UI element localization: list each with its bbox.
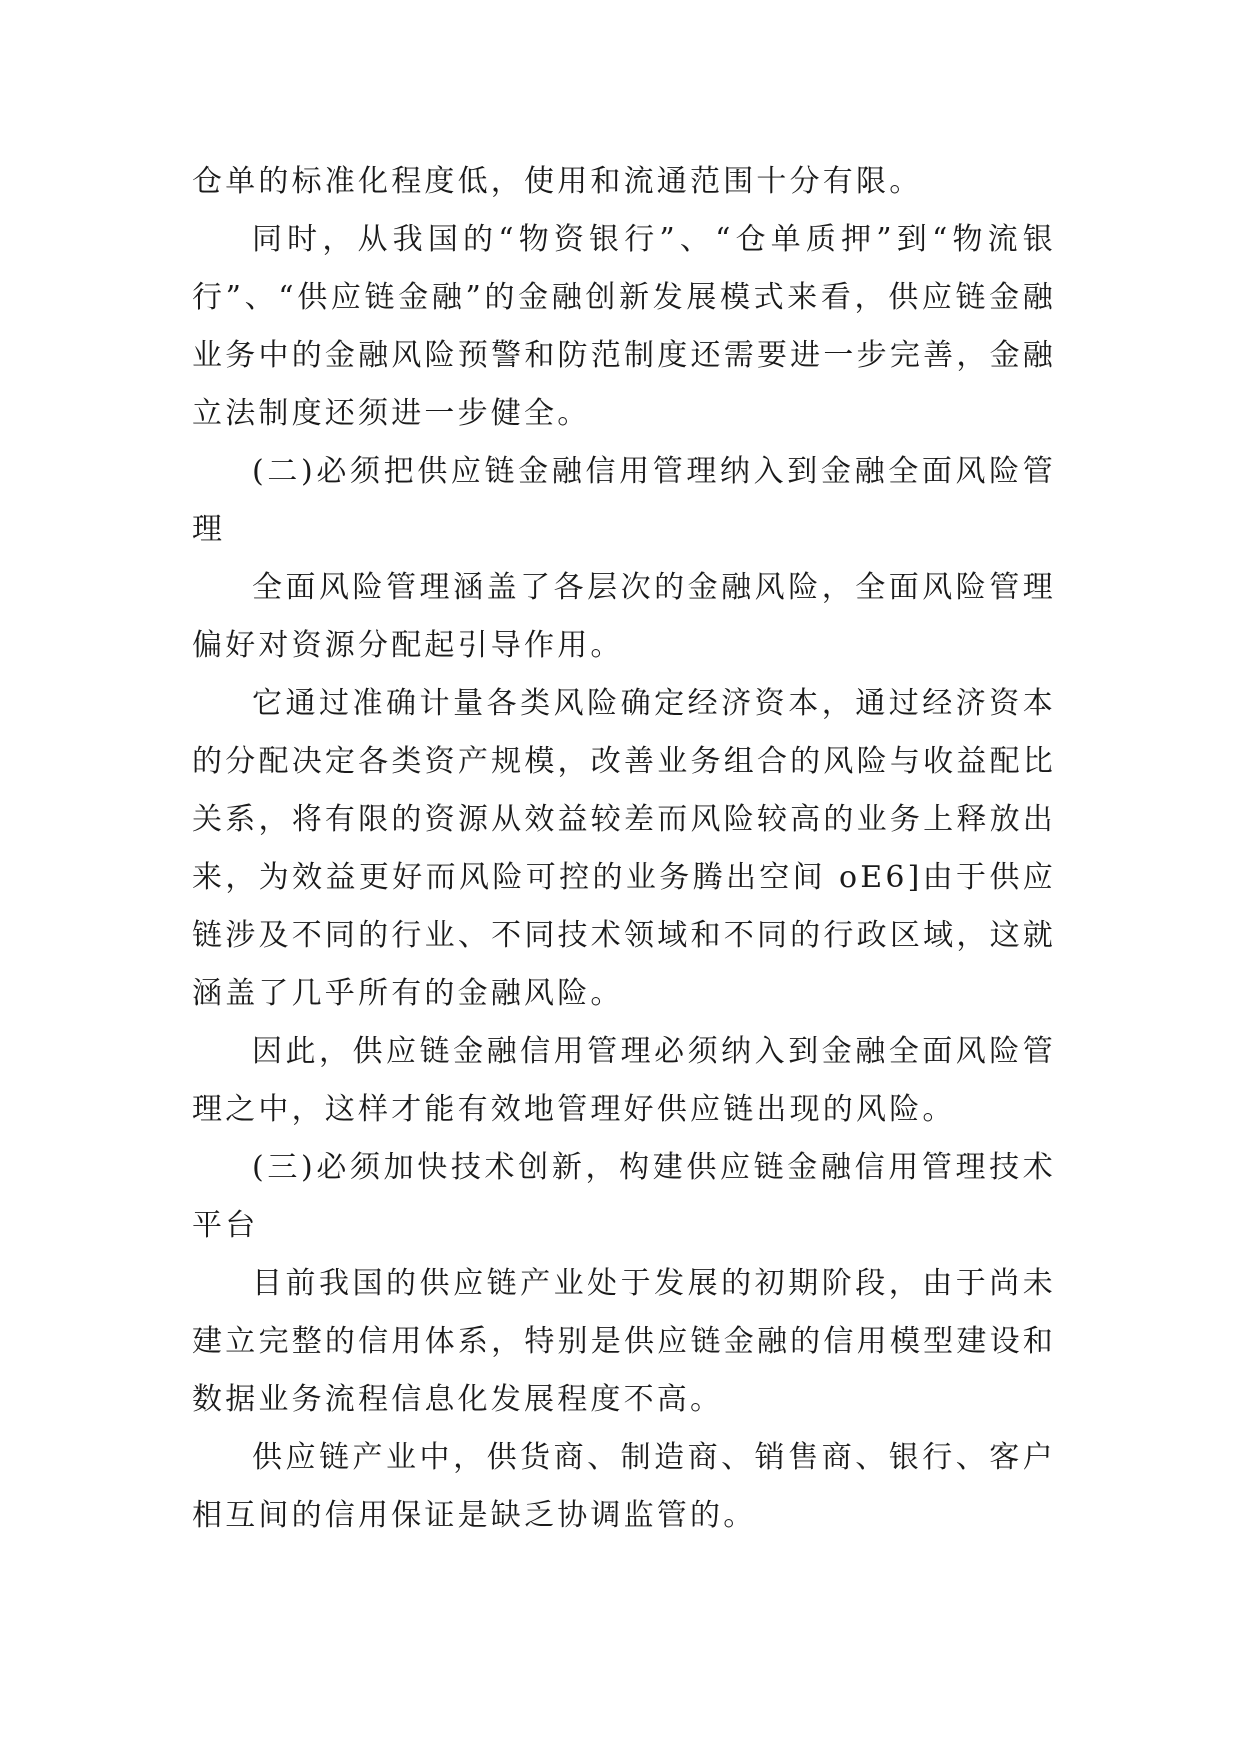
paragraph: 目前我国的供应链产业处于发展的初期阶段，由于尚未建立完整的信用体系，特别是供应链金融的信用模型建设和数据业务流程信息化发展程度不高。 (192, 1266, 1056, 1417)
paragraph: 它通过准确计量各类风险确定经济资本，通过经济资本的分配决定各类资产规模，改善业务组合的风险与收益配比关系，将有限的资源从效益较差而风险较高的业务上释放出来，为效益更好而风险可控的业务腾出空间 oE6]由于供应链涉及不同的行业、不同技术领域和不同的行政区域，这就涵盖了几乎所有的金融风险。 (192, 686, 1056, 1011)
section-heading: (二)必须把供应链金融信用管理纳入到金融全面风险管理 (192, 454, 1056, 547)
paragraph-continuation: 仓单的标准化程度低，使用和流通范围十分有限。 (192, 164, 923, 199)
document-page (192, 153, 1056, 1545)
paragraph: 因此，供应链金融信用管理必须纳入到金融全面风险管理之中，这样才能有效地管理好供应链出现的风险。 (192, 1034, 1056, 1127)
paragraph: 全面风险管理涵盖了各层次的金融风险，全面风险管理偏好对资源分配起引导作用。 (192, 570, 1056, 663)
paragraph: 同时，从我国的“物资银行”、“仓单质押”到“物流银行”、“供应链金融”的金融创新发展模式来看，供应链金融业务中的金融风险预警和防范制度还需要进一步完善，金融立法制度还须进一步健全。 (192, 222, 1056, 431)
paragraph: 供应链产业中，供货商、制造商、销售商、银行、客户相互间的信用保证是缺乏协调监管的。 (192, 1440, 1056, 1533)
section-heading: (三)必须加快技术创新，构建供应链金融信用管理技术平台 (192, 1150, 1056, 1243)
